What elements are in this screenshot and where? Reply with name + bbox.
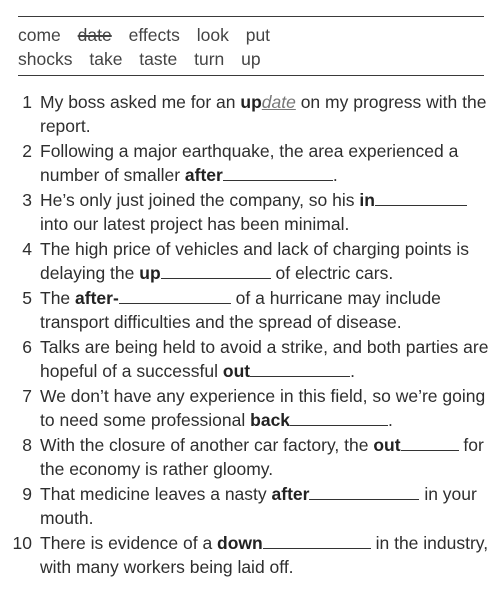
item-prefix: after [184,164,223,185]
item-text-after: for the economy is rather gloomy. [40,435,484,479]
item-number: 3 [22,190,32,210]
word-put: put [245,25,271,45]
answer-blank[interactable] [119,289,231,304]
exercise-item-8 [0,434,502,481]
item-text-before: Talks are being held to avoid a strike, and both parties are hopeful of a successful [40,337,489,381]
word-effects: effects [128,25,180,45]
answer-blank[interactable] [250,362,350,377]
item-prefix: back [250,409,291,430]
exercise-item-7 [0,385,502,432]
item-number: 6 [22,337,32,357]
answer-blank[interactable] [223,166,333,181]
item-number: 10 [12,533,32,553]
item-text-after: in your mouth. [40,484,477,528]
item-text-after: . [332,164,338,185]
word-come: come [18,25,61,45]
answer-blank[interactable] [401,436,459,451]
item-prefix: after- [75,288,119,308]
item-text-before: We don’t have any experience in this field, so we’re going to need some professional [40,386,486,430]
answer-blank[interactable] [263,534,371,549]
item-prefix: out [373,435,401,455]
item-number: 9 [22,484,32,504]
item-prefix: up [240,92,262,112]
word-taste: taste [139,49,178,69]
item-text-before: There is evidence of a [40,533,218,553]
item-text-before: That medicine leaves a nasty [40,484,272,504]
word-turn: turn [194,49,225,69]
exercise-item-3 [0,189,502,236]
exercise-item-10 [0,532,502,579]
item-text-before: He’s only just joined the company, so his [40,190,360,210]
word-box [18,23,484,71]
item-prefix: out [222,360,251,381]
exercise-item-9 [0,483,502,530]
word-take: take [89,49,123,69]
item-prefix: in [359,190,375,210]
exercise-item-1 [0,91,502,138]
item-number: 8 [22,435,32,455]
item-text-after: . [350,360,355,381]
word-row-2 [18,47,484,71]
answer-blank[interactable] [309,485,419,500]
item-text-after: . [388,409,393,430]
item-text-before: My boss asked me for an [40,92,241,112]
item-text-after: of a hurricane may include transport difficulties and the spread of disease. [40,288,441,332]
item-number: 5 [22,288,32,308]
answer-blank[interactable] [161,264,271,279]
item-number: 7 [22,386,32,406]
example-answer: date [261,92,296,112]
item-text-after: in the industry, with many workers being laid off. [40,533,489,577]
word-shocks: shocks [18,49,73,69]
exercise-item-2 [0,140,502,187]
item-text-after: on my progress with the report. [40,92,487,136]
answer-blank[interactable] [375,191,467,206]
word-date-used: date [77,25,112,45]
item-prefix: up [139,262,161,283]
bottom-rule [18,75,484,76]
exercise-item-6 [0,336,502,383]
item-text-before: The high price of vehicles and lack of charging points is delaying the [40,239,469,283]
item-text-before: The [40,288,76,308]
word-row-1 [18,23,484,47]
item-number: 4 [22,239,32,259]
exercise-list [0,91,502,581]
word-up: up [241,49,261,69]
item-text-before: With the closure of another car factory, the [40,435,374,455]
item-prefix: after [271,484,310,504]
item-text-before: Following a major earthquake, the area experienced a number of smaller [40,141,459,185]
item-number: 1 [22,92,32,112]
answer-blank[interactable] [290,411,388,426]
word-look: look [196,25,229,45]
item-number: 2 [22,141,32,161]
item-text-after: into our latest project has been minimal. [40,213,350,234]
item-prefix: down [217,533,263,553]
exercise-item-4 [0,238,502,285]
exercise-item-5 [0,287,502,334]
top-rule [18,16,484,17]
item-text-after: of electric cars. [270,262,394,283]
